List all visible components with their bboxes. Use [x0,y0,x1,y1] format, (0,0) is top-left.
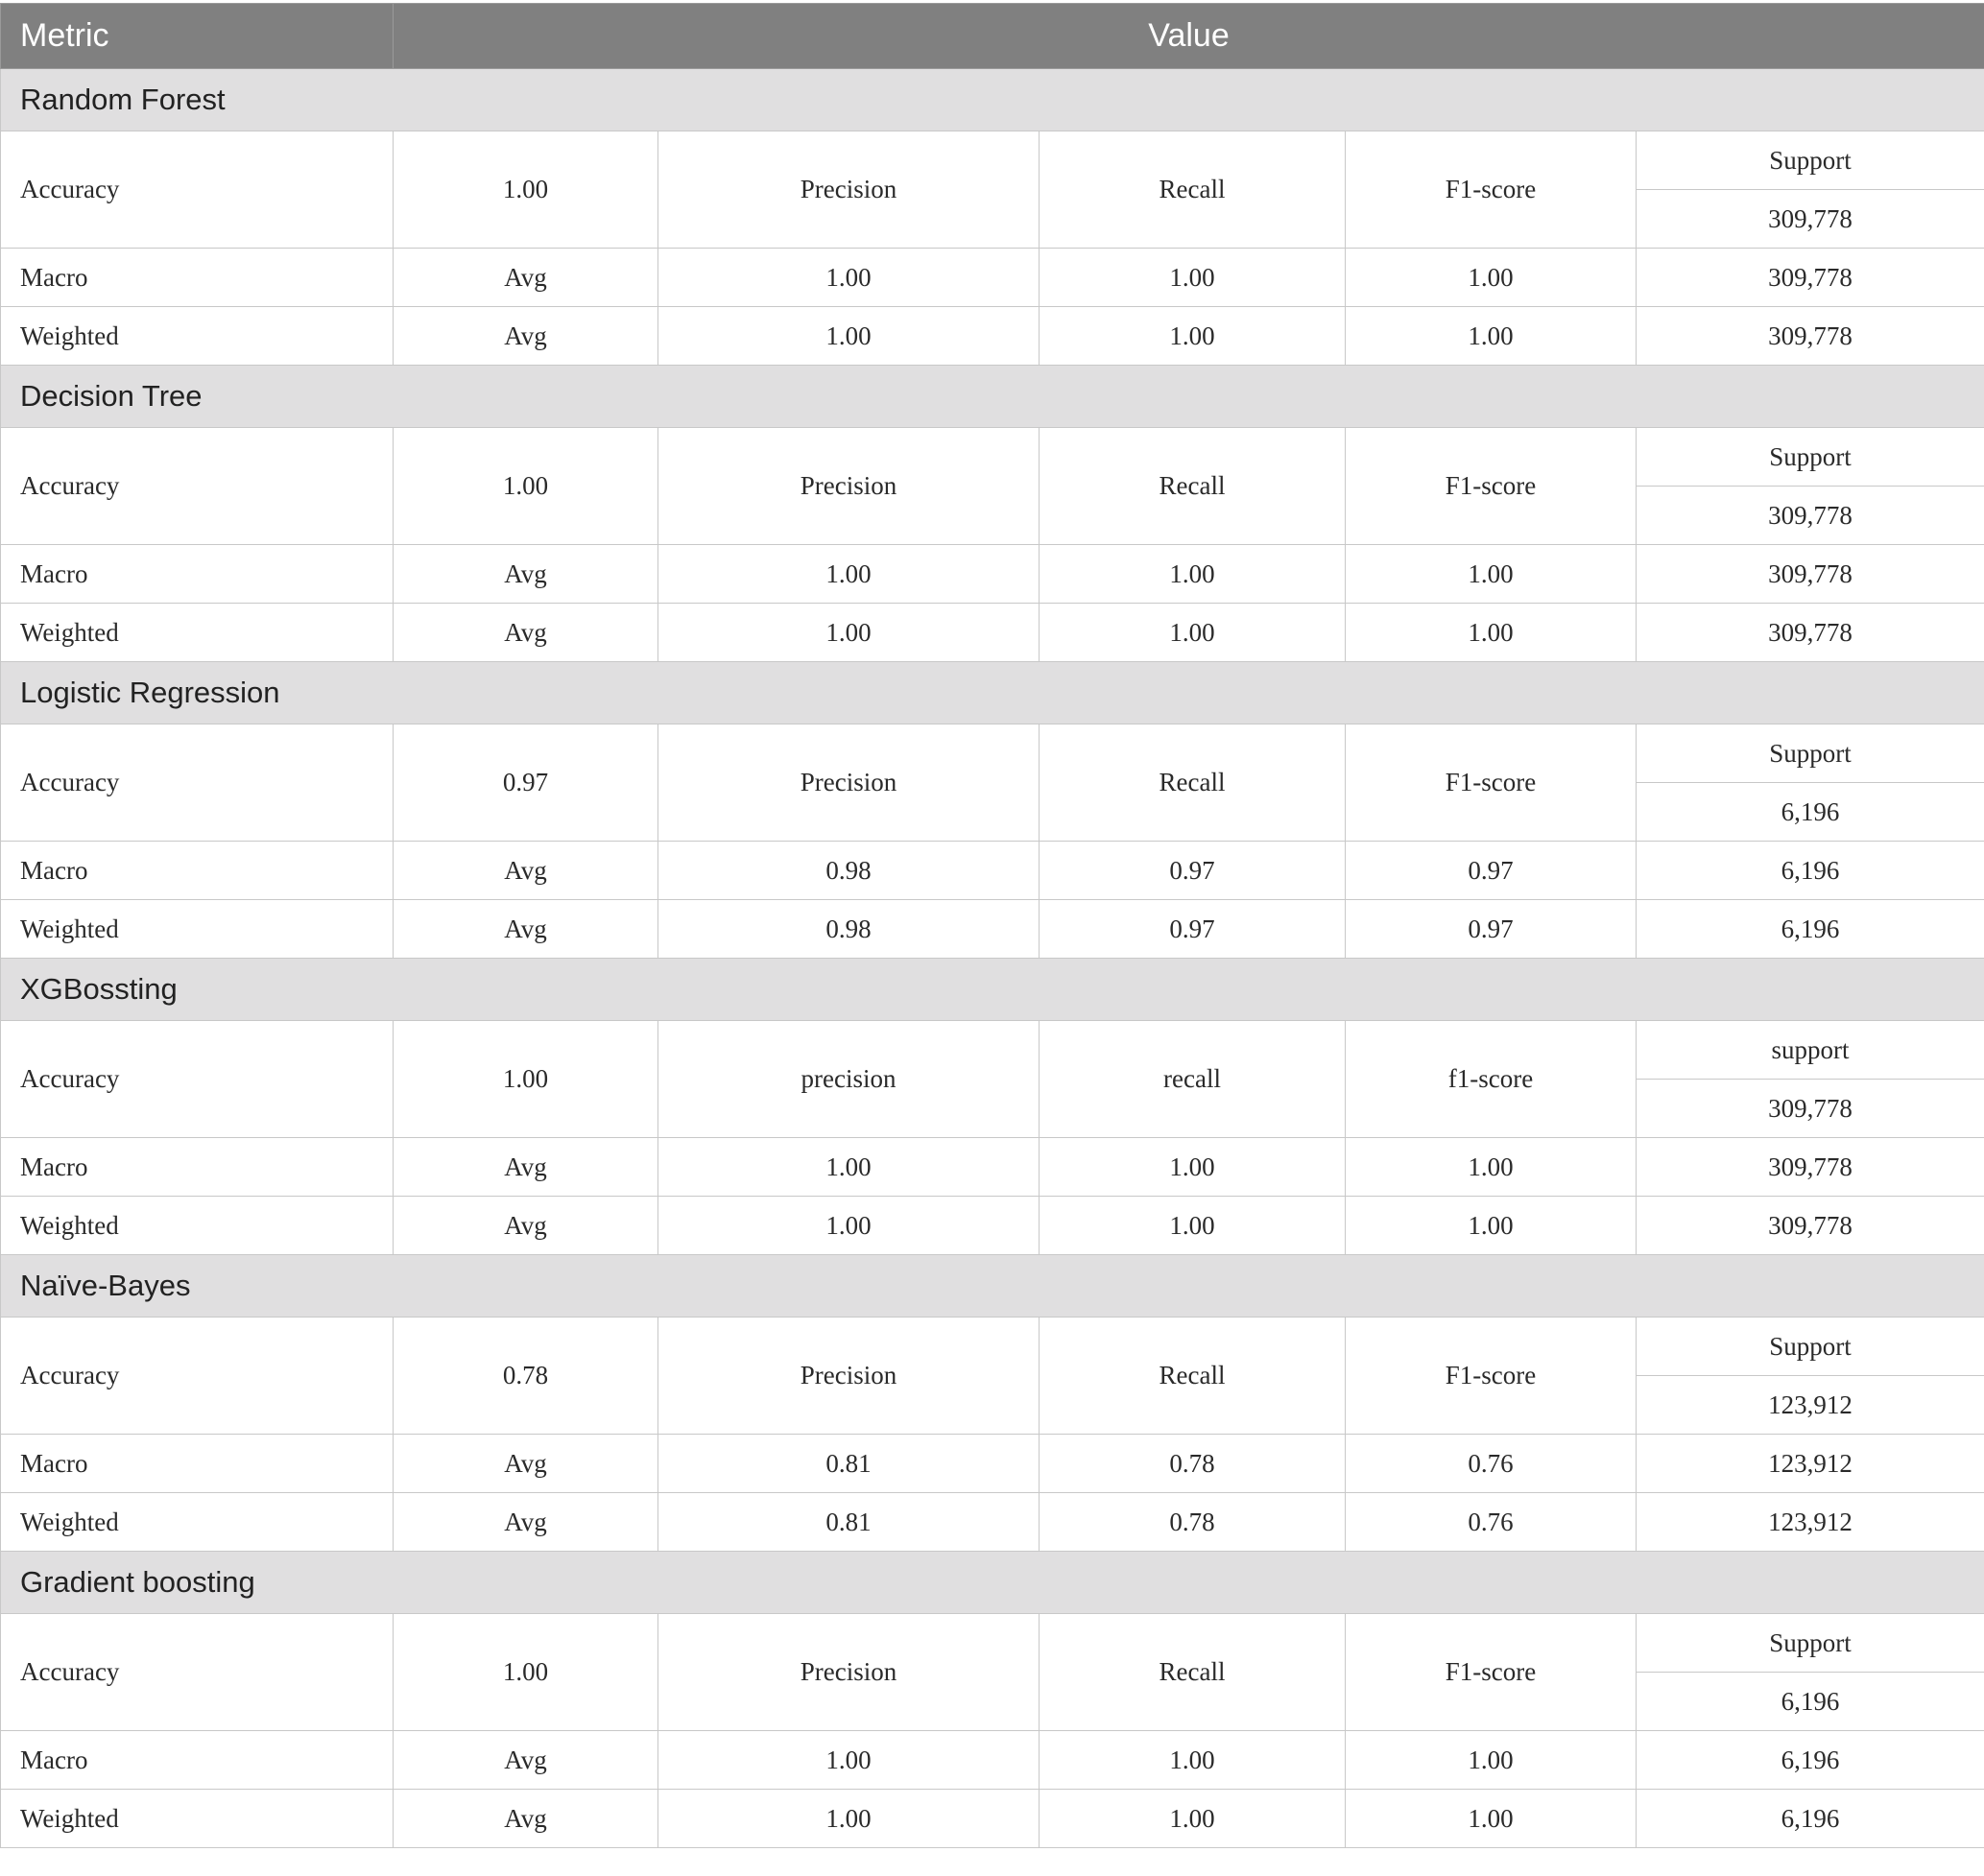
f1-header: F1-score [1346,1318,1637,1435]
support-header: Support [1637,1614,1984,1673]
model-name: XGBossting [1,959,1984,1021]
macro-avg: Avg [394,1435,658,1493]
precision-header: Precision [658,1614,1040,1731]
accuracy-label: Accuracy [1,1614,394,1731]
weighted-precision: 0.81 [658,1493,1040,1552]
model-name: Logistic Regression [1,662,1984,724]
support-value: 309,778 [1637,190,1984,249]
weighted-label: Weighted [1,1197,394,1255]
weighted-label: Weighted [1,1790,394,1848]
weighted-recall: 1.00 [1040,1790,1346,1848]
macro-support: 309,778 [1637,249,1984,307]
precision-header: Precision [658,724,1040,842]
macro-f1: 1.00 [1346,545,1637,604]
f1-header: F1-score [1346,1614,1637,1731]
model-name: Naïve-Bayes [1,1255,1984,1318]
macro-precision: 1.00 [658,545,1040,604]
support-header: Support [1637,131,1984,190]
weighted-label: Weighted [1,604,394,662]
macro-support: 6,196 [1637,1731,1984,1790]
support-header: Support [1637,1318,1984,1376]
weighted-label: Weighted [1,900,394,959]
model-name: Decision Tree [1,366,1984,428]
accuracy-label: Accuracy [1,724,394,842]
weighted-avg: Avg [394,900,658,959]
macro-precision: 0.98 [658,842,1040,900]
header-row [1,4,1984,69]
macro-precision: 1.00 [658,1138,1040,1197]
macro-recall: 0.97 [1040,842,1346,900]
macro-f1: 1.00 [1346,1731,1637,1790]
accuracy-label: Accuracy [1,428,394,545]
accuracy-value: 0.78 [394,1318,658,1435]
weighted-precision: 1.00 [658,1790,1040,1848]
recall-header: Recall [1040,1318,1346,1435]
weighted-recall: 1.00 [1040,307,1346,366]
precision-header: precision [658,1021,1040,1138]
weighted-row [1,307,1984,366]
macro-label: Macro [1,1138,394,1197]
macro-recall: 1.00 [1040,545,1346,604]
macro-recall: 1.00 [1040,1731,1346,1790]
weighted-f1: 0.97 [1346,900,1637,959]
weighted-row [1,1790,1984,1848]
macro-precision: 0.81 [658,1435,1040,1493]
macro-avg: Avg [394,1138,658,1197]
macro-row [1,1435,1984,1493]
macro-support: 6,196 [1637,842,1984,900]
recall-header: recall [1040,1021,1346,1138]
macro-recall: 1.00 [1040,1138,1346,1197]
accuracy-value: 1.00 [394,131,658,249]
weighted-avg: Avg [394,1790,658,1848]
support-value: 123,912 [1637,1376,1984,1435]
header-value: Value [394,4,1984,69]
weighted-support: 309,778 [1637,1197,1984,1255]
weighted-support: 6,196 [1637,1790,1984,1848]
macro-label: Macro [1,249,394,307]
weighted-avg: Avg [394,604,658,662]
accuracy-value: 1.00 [394,428,658,545]
macro-avg: Avg [394,842,658,900]
macro-f1: 0.97 [1346,842,1637,900]
f1-header: F1-score [1346,131,1637,249]
macro-label: Macro [1,1435,394,1493]
section-header-row [1,366,1984,428]
weighted-f1: 0.76 [1346,1493,1637,1552]
header-metric: Metric [1,4,394,69]
weighted-avg: Avg [394,1493,658,1552]
section-header-row [1,959,1984,1021]
weighted-recall: 0.97 [1040,900,1346,959]
macro-recall: 1.00 [1040,249,1346,307]
model-name: Gradient boosting [1,1552,1984,1614]
macro-label: Macro [1,545,394,604]
support-header: Support [1637,724,1984,783]
f1-header: f1-score [1346,1021,1637,1138]
support-header: support [1637,1021,1984,1080]
macro-row [1,842,1984,900]
support-value: 309,778 [1637,487,1984,545]
macro-recall: 0.78 [1040,1435,1346,1493]
weighted-label: Weighted [1,307,394,366]
support-value: 309,778 [1637,1080,1984,1138]
macro-avg: Avg [394,545,658,604]
weighted-recall: 1.00 [1040,604,1346,662]
macro-f1: 1.00 [1346,1138,1637,1197]
macro-precision: 1.00 [658,249,1040,307]
weighted-f1: 1.00 [1346,307,1637,366]
support-value: 6,196 [1637,783,1984,842]
accuracy-value: 1.00 [394,1021,658,1138]
macro-label: Macro [1,842,394,900]
macro-support: 309,778 [1637,545,1984,604]
precision-header: Precision [658,131,1040,249]
weighted-label: Weighted [1,1493,394,1552]
accuracy-row [1,1021,1984,1080]
weighted-recall: 1.00 [1040,1197,1346,1255]
macro-row [1,249,1984,307]
accuracy-row [1,724,1984,783]
section-header-row [1,662,1984,724]
recall-header: Recall [1040,724,1346,842]
weighted-row [1,1197,1984,1255]
accuracy-row [1,131,1984,190]
macro-precision: 1.00 [658,1731,1040,1790]
weighted-support: 6,196 [1637,900,1984,959]
support-value: 6,196 [1637,1673,1984,1731]
metrics-table [0,3,1984,1848]
accuracy-value: 0.97 [394,724,658,842]
weighted-precision: 1.00 [658,604,1040,662]
weighted-row [1,1493,1984,1552]
metrics-table-container [0,3,1984,1848]
macro-label: Macro [1,1731,394,1790]
precision-header: Precision [658,1318,1040,1435]
macro-support: 123,912 [1637,1435,1984,1493]
section-header-row [1,69,1984,131]
weighted-precision: 0.98 [658,900,1040,959]
weighted-precision: 1.00 [658,1197,1040,1255]
support-header: Support [1637,428,1984,487]
recall-header: Recall [1040,1614,1346,1731]
weighted-support: 309,778 [1637,604,1984,662]
accuracy-row [1,1318,1984,1376]
precision-header: Precision [658,428,1040,545]
accuracy-row [1,428,1984,487]
macro-f1: 1.00 [1346,249,1637,307]
table-body [1,69,1984,1848]
weighted-f1: 1.00 [1346,1790,1637,1848]
recall-header: Recall [1040,428,1346,545]
accuracy-row [1,1614,1984,1673]
accuracy-label: Accuracy [1,1021,394,1138]
macro-row [1,1138,1984,1197]
f1-header: F1-score [1346,724,1637,842]
macro-avg: Avg [394,1731,658,1790]
weighted-precision: 1.00 [658,307,1040,366]
weighted-support: 309,778 [1637,307,1984,366]
macro-row [1,1731,1984,1790]
weighted-recall: 0.78 [1040,1493,1346,1552]
weighted-row [1,900,1984,959]
weighted-avg: Avg [394,307,658,366]
accuracy-label: Accuracy [1,1318,394,1435]
weighted-f1: 1.00 [1346,604,1637,662]
macro-support: 309,778 [1637,1138,1984,1197]
model-name: Random Forest [1,69,1984,131]
section-header-row [1,1552,1984,1614]
section-header-row [1,1255,1984,1318]
weighted-avg: Avg [394,1197,658,1255]
macro-avg: Avg [394,249,658,307]
accuracy-label: Accuracy [1,131,394,249]
weighted-f1: 1.00 [1346,1197,1637,1255]
weighted-row [1,604,1984,662]
macro-f1: 0.76 [1346,1435,1637,1493]
macro-row [1,545,1984,604]
weighted-support: 123,912 [1637,1493,1984,1552]
accuracy-value: 1.00 [394,1614,658,1731]
recall-header: Recall [1040,131,1346,249]
f1-header: F1-score [1346,428,1637,545]
